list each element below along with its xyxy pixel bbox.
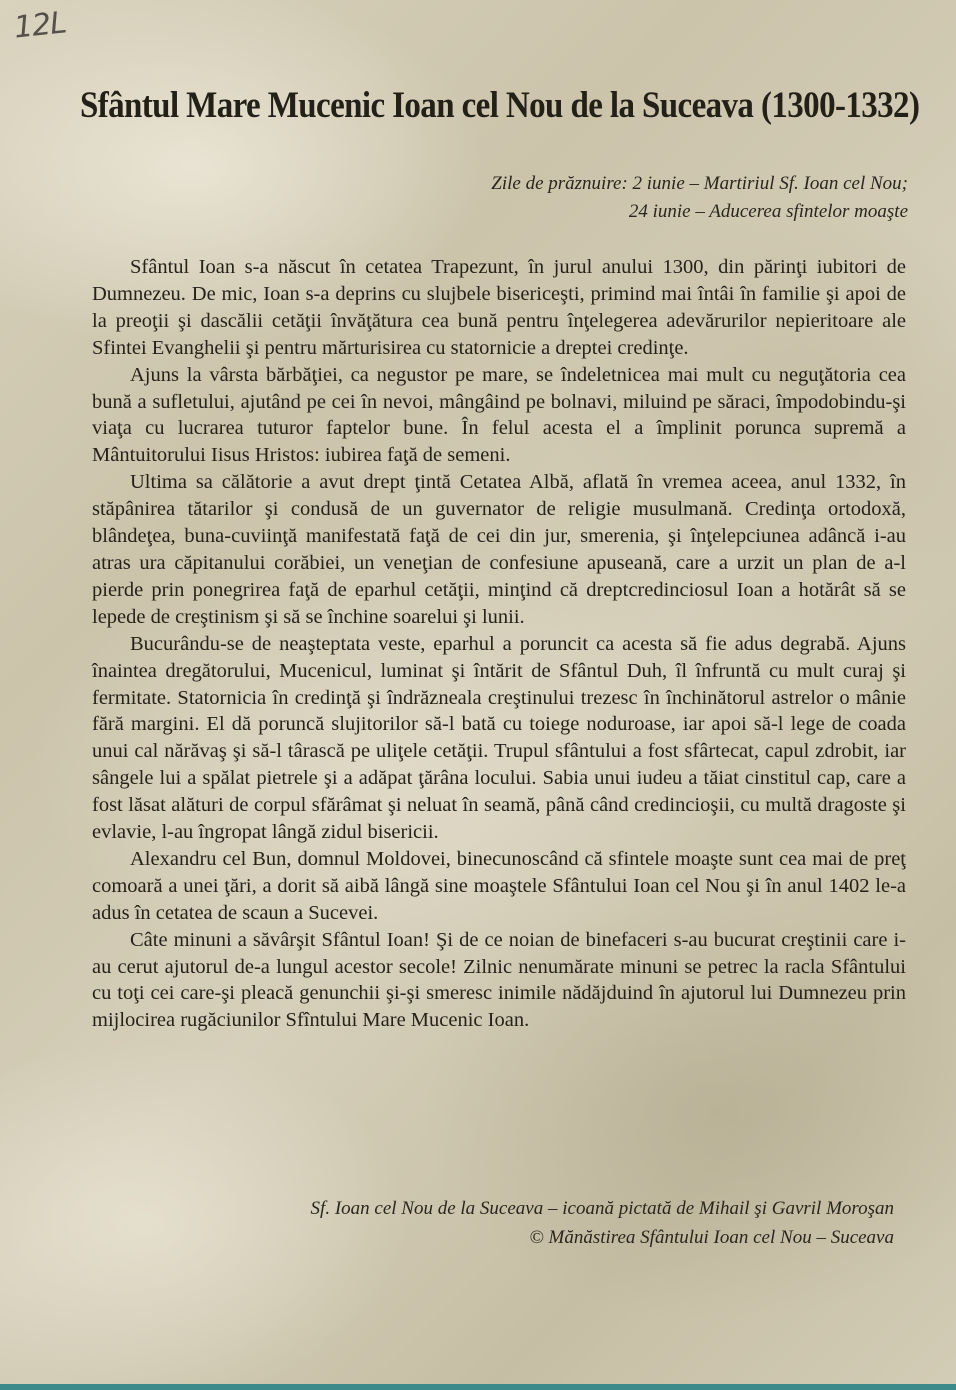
caption-line-1: Sf. Ioan cel Nou de la Suceava – icoană pictată de Mihail şi Gavril Moroşan [310,1198,894,1219]
feast-days [491,170,908,226]
icon-caption [311,1194,894,1252]
page-title: Sfântul Mare Mucenic Ioan cel Nou de la Suceava (1300-1332) [80,85,920,127]
feast-days-line-2: 24 iunie – Aducerea sfintelor moaşte [628,201,908,222]
paragraph-relics: Alexandru cel Bun, domnul Moldovei, binecunoscând că sfintele moaşte sunt cea mai de preţ comoară a unei ţări, a dorit să aibă lângă sine moaştele Sfântului Ioan cel Nou şi în anul 1402 le-a adus în cetatea de scaun a Sucevei. [92,847,906,924]
paragraph-birth: Sfântul Ioan s-a născut în cetatea Trapezunt, în jurul anului 1300, din părinţi iubitori de Dumnezeu. De mic, Ioan s-a deprins cu slujbele bisericeşti, primind mai întâi în familie şi apoi de la preoţii şi dascălii cetăţii învăţătura cea bună pentru înţelegerea adevărurilor nepieritoare ale Sfintei Evanghelii şi pentru mărturisirea cu statornicie a dreptei credinţe. [92,256,906,359]
page-number: 12L [12,5,68,46]
body-text [92,254,906,1034]
paragraph-merchant: Ajuns la vârsta bărbăţiei, ca negustor pe mare, se îndeletnicea mai mult cu neguţătoria cea bună a sufletului, ajutând pe cei în nevoi, mângâind pe bolnavi, miluind pe săraci, împodobindu-şi viaţa cu lucrarea tuturor faptelor bune. În felul acesta el a împlinit porunca supremă a Mântuitorului Iisus Hristos: iubirea faţă de semeni. [92,363,906,467]
feast-days-line-1: Zile de prăznuire: 2 iunie – Martiriul Sf. Ioan cel Nou; [491,173,908,194]
bottom-edge-strip [0,1384,956,1390]
paragraph-journey: Ultima sa călătorie a avut drept ţintă Cetatea Albă, aflată în vremea aceea, anul 1332, în stăpânirea tătarilor şi condusă de un guvernator de religie musulmană. Credinţa ortodoxă, blândeţea, buna-cuviinţă manifestată faţă de cei din jur, smerenia, şi înţelepciunea adâncă i-au atras ura căpitanului corăbiei, un veneţian de confesiune apuseană, care a urzit un plan de a-l pierde prin ponegrirea faţă de eparhul cetăţii, minţind că dreptcredinciosul Ioan a hotărât să se lepede de creştinism şi să se închine soarelui şi lunii. [92,471,906,628]
caption-line-2: © Mănăstirea Sfântului Ioan cel Nou – Suceava [529,1227,894,1248]
paragraph-miracles: Câte minuni a săvârşit Sfântul Ioan! Şi de ce noian de binefaceri s-au bucurat creştinii care i-au cerut ajutorul de-a lungul acestor secole! Zilnic nenumărate minuni se petrec la racla Sfântului cu toţi cei care-şi pleacă genunchii şi-şi smeresc inimile nădăjduind în ajutorul lui Dumnezeu prin mijlocirea rugăciunilor Sfîntului Mare Mucenic Ioan. [92,928,906,1032]
paragraph-martyrdom: Bucurându-se de neaşteptata veste, eparhul a poruncit ca acesta să fie adus degrabă. Ajuns înaintea dregătorului, Mucenicul, luminat şi întărit de Sfântul Duh, îl înfruntă cu mult curaj şi fermitate. Statornicia în credinţă şi îndrăzneala creştinului trezesc în închinătorul astrelor o mânie fără margini. El dă poruncă slujitorilor să-l bată cu toiege noduroase, iar apoi să-l lege de coada unui cal nărăvaş şi să-l târască pe uliţele cetăţii. Trupul sfântului a fost sfârtecat, capul zdrobit, iar sângele lui a spălat pietrele şi a adăpat ţărâna locului. Sabia unui iudeu a tăiat cinstitul cap, care a fost lăsat alături de corpul sfărâmat şi neluat în seamă, până când credincioşii, cu multă dragoste şi evlavie, l-au îngropat lângă zidul bisericii. [92,632,906,844]
